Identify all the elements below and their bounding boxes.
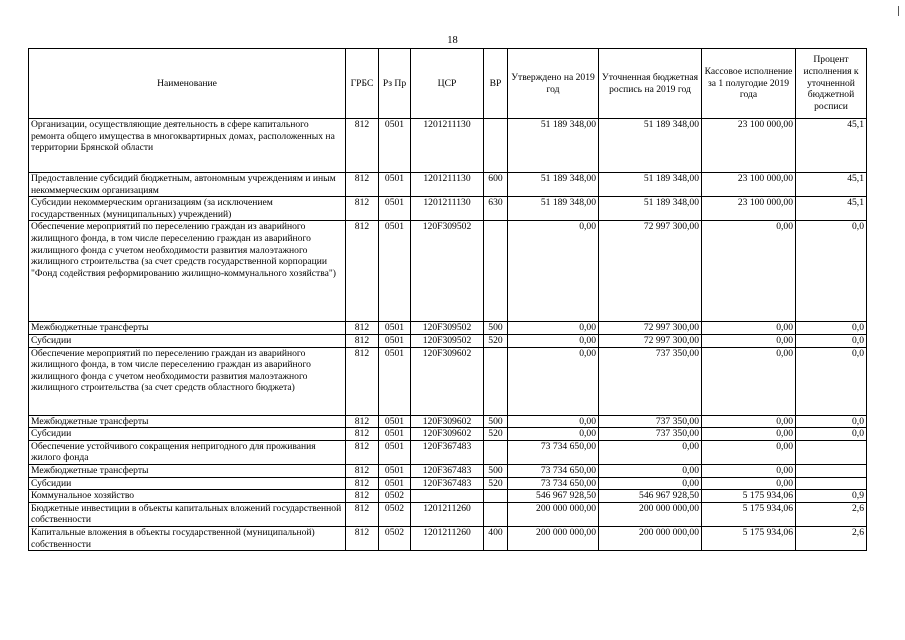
cell-percent: 0,0 (796, 221, 867, 322)
cell-grbs: 812 (346, 526, 379, 550)
table-row (29, 502, 867, 526)
cell-vr (484, 440, 508, 464)
header-percent: Процент исполнения к уточненной бюджетной росписи (796, 49, 867, 119)
cell-approved: 51 189 348,00 (508, 173, 599, 197)
table-row (29, 477, 867, 490)
cell-rzpr: 0501 (379, 477, 411, 490)
cell-refined: 51 189 348,00 (599, 119, 702, 173)
cell-vr: 520 (484, 428, 508, 441)
table-row (29, 119, 867, 173)
cell-vr: 520 (484, 477, 508, 490)
cell-name: Обеспечение мероприятий по переселению граждан из аварийного жилищного фонда, в том числе переселению граждан из аварийного жилищного фонда с учетом необходимости развития малоэтажного жилищного строительства (за счет средств государственной корпорации "Фонд содействия реформированию жилищно-коммунального хозяйства") (29, 221, 346, 322)
table-body (29, 119, 867, 551)
cell-cash: 0,00 (702, 440, 796, 464)
cell-vr: 500 (484, 322, 508, 335)
cell-name: Обеспечение устойчивого сокращения непригодного для проживания жилого фонда (29, 440, 346, 464)
cell-name: Межбюджетные трансферты (29, 464, 346, 477)
cell-name: Предоставление субсидий бюджетным, автономным учреждениям и иным некоммерческим организациям (29, 173, 346, 197)
cell-refined: 72 997 300,00 (599, 322, 702, 335)
cell-cash: 0,00 (702, 347, 796, 415)
table-row (29, 415, 867, 428)
cell-rzpr: 0502 (379, 490, 411, 503)
cell-cash: 23 100 000,00 (702, 197, 796, 221)
cell-percent: 0,0 (796, 428, 867, 441)
cell-refined: 737 350,00 (599, 415, 702, 428)
cell-csr: 120F309602 (411, 415, 484, 428)
budget-execution-table (28, 48, 867, 551)
cell-rzpr: 0501 (379, 322, 411, 335)
cell-percent: 0,0 (796, 415, 867, 428)
header-refined: Уточненная бюджетная роспись на 2019 год (599, 49, 702, 119)
cell-cash: 0,00 (702, 477, 796, 490)
cell-percent: 45,1 (796, 173, 867, 197)
cell-vr (484, 502, 508, 526)
cell-grbs: 812 (346, 197, 379, 221)
cell-csr: 120F367483 (411, 477, 484, 490)
scan-edge-mark (898, 6, 899, 16)
cell-vr: 400 (484, 526, 508, 550)
cell-cash: 0,00 (702, 428, 796, 441)
cell-cash: 0,00 (702, 415, 796, 428)
cell-name: Межбюджетные трансферты (29, 415, 346, 428)
cell-cash: 0,00 (702, 322, 796, 335)
cell-csr: 1201211130 (411, 197, 484, 221)
cell-approved: 200 000 000,00 (508, 502, 599, 526)
table-row (29, 221, 867, 322)
cell-grbs: 812 (346, 477, 379, 490)
cell-csr: 1201211260 (411, 502, 484, 526)
table-row (29, 440, 867, 464)
cell-rzpr: 0502 (379, 502, 411, 526)
cell-rzpr: 0501 (379, 428, 411, 441)
cell-vr: 500 (484, 415, 508, 428)
table-row (29, 322, 867, 335)
cell-csr: 120F309502 (411, 322, 484, 335)
cell-refined: 200 000 000,00 (599, 502, 702, 526)
cell-grbs: 812 (346, 415, 379, 428)
cell-csr: 1201211260 (411, 526, 484, 550)
cell-approved: 0,00 (508, 221, 599, 322)
cell-refined: 0,00 (599, 440, 702, 464)
cell-rzpr: 0501 (379, 221, 411, 322)
header-cash: Кассовое исполнение за 1 полугодие 2019 года (702, 49, 796, 119)
header-approved: Утверждено на 2019 год (508, 49, 599, 119)
cell-csr: 120F367483 (411, 440, 484, 464)
cell-approved: 51 189 348,00 (508, 197, 599, 221)
cell-vr: 520 (484, 334, 508, 347)
cell-grbs: 812 (346, 322, 379, 335)
cell-name: Организации, осуществляющие деятельность в сфере капитального ремонта общего имущества в многоквартирных домах, расположенных на территории Брянской области (29, 119, 346, 173)
cell-refined: 72 997 300,00 (599, 334, 702, 347)
cell-csr: 1201211130 (411, 119, 484, 173)
cell-percent: 0,0 (796, 322, 867, 335)
cell-percent: 0,0 (796, 334, 867, 347)
table-row (29, 526, 867, 550)
cell-approved: 73 734 650,00 (508, 477, 599, 490)
cell-csr: 120F309602 (411, 428, 484, 441)
header-vr: ВР (484, 49, 508, 119)
cell-percent (796, 440, 867, 464)
cell-csr: 120F367483 (411, 464, 484, 477)
cell-percent: 2,6 (796, 526, 867, 550)
cell-name: Субсидии (29, 428, 346, 441)
cell-refined: 737 350,00 (599, 347, 702, 415)
cell-cash: 0,00 (702, 334, 796, 347)
cell-approved: 200 000 000,00 (508, 526, 599, 550)
cell-grbs: 812 (346, 173, 379, 197)
cell-csr: 120F309502 (411, 334, 484, 347)
cell-grbs: 812 (346, 221, 379, 322)
page-number: 18 (447, 35, 458, 46)
cell-name: Межбюджетные трансферты (29, 322, 346, 335)
cell-vr: 600 (484, 173, 508, 197)
cell-percent: 45,1 (796, 197, 867, 221)
cell-approved: 0,00 (508, 334, 599, 347)
cell-rzpr: 0501 (379, 119, 411, 173)
cell-grbs: 812 (346, 440, 379, 464)
table-row (29, 428, 867, 441)
cell-approved: 546 967 928,50 (508, 490, 599, 503)
cell-refined: 200 000 000,00 (599, 526, 702, 550)
cell-csr: 120F309602 (411, 347, 484, 415)
cell-approved: 0,00 (508, 347, 599, 415)
cell-vr (484, 119, 508, 173)
cell-name: Бюджетные инвестиции в объекты капитальных вложений государственной собственности (29, 502, 346, 526)
cell-refined: 51 189 348,00 (599, 197, 702, 221)
cell-cash: 0,00 (702, 464, 796, 477)
cell-grbs: 812 (346, 334, 379, 347)
cell-name: Субсидии некоммерческим организациям (за исключением государственных (муниципальных) учреждений) (29, 197, 346, 221)
cell-grbs: 812 (346, 464, 379, 477)
cell-rzpr: 0501 (379, 415, 411, 428)
table-row (29, 464, 867, 477)
cell-csr: 1201211130 (411, 173, 484, 197)
cell-cash: 5 175 934,06 (702, 490, 796, 503)
cell-rzpr: 0501 (379, 464, 411, 477)
cell-grbs: 812 (346, 428, 379, 441)
cell-cash: 5 175 934,06 (702, 502, 796, 526)
cell-cash: 23 100 000,00 (702, 119, 796, 173)
cell-name: Капитальные вложения в объекты государственной (муниципальной) собственности (29, 526, 346, 550)
cell-percent: 2,6 (796, 502, 867, 526)
table-row (29, 490, 867, 503)
cell-approved: 0,00 (508, 415, 599, 428)
cell-cash: 5 175 934,06 (702, 526, 796, 550)
cell-grbs: 812 (346, 490, 379, 503)
cell-name: Субсидии (29, 334, 346, 347)
cell-rzpr: 0501 (379, 197, 411, 221)
cell-name: Коммунальное хозяйство (29, 490, 346, 503)
cell-refined: 546 967 928,50 (599, 490, 702, 503)
cell-rzpr: 0501 (379, 334, 411, 347)
cell-vr (484, 221, 508, 322)
cell-cash: 0,00 (702, 221, 796, 322)
cell-grbs: 812 (346, 502, 379, 526)
cell-approved: 0,00 (508, 322, 599, 335)
cell-refined: 737 350,00 (599, 428, 702, 441)
cell-rzpr: 0501 (379, 173, 411, 197)
cell-percent (796, 477, 867, 490)
table-row (29, 347, 867, 415)
cell-approved: 51 189 348,00 (508, 119, 599, 173)
header-rzpr: Рз Пр (379, 49, 411, 119)
cell-approved: 0,00 (508, 428, 599, 441)
header-csr: ЦСР (411, 49, 484, 119)
cell-vr: 630 (484, 197, 508, 221)
cell-refined: 72 997 300,00 (599, 221, 702, 322)
cell-refined: 0,00 (599, 464, 702, 477)
cell-grbs: 812 (346, 119, 379, 173)
cell-approved: 73 734 650,00 (508, 464, 599, 477)
cell-vr (484, 490, 508, 503)
cell-approved: 73 734 650,00 (508, 440, 599, 464)
table-header-row (29, 49, 867, 119)
cell-vr: 500 (484, 464, 508, 477)
cell-percent: 45,1 (796, 119, 867, 173)
cell-percent (796, 464, 867, 477)
cell-csr: 120F309502 (411, 221, 484, 322)
cell-name: Обеспечение мероприятий по переселению граждан из аварийного жилищного фонда, в том числе переселению граждан из аварийного жилищного фонда с учетом необходимости развития малоэтажного жилищного строительства (за счет средств областного бюджета) (29, 347, 346, 415)
header-name: Наименование (29, 49, 346, 119)
cell-rzpr: 0502 (379, 526, 411, 550)
cell-cash: 23 100 000,00 (702, 173, 796, 197)
cell-vr (484, 347, 508, 415)
header-grbs: ГРБС (346, 49, 379, 119)
cell-grbs: 812 (346, 347, 379, 415)
cell-rzpr: 0501 (379, 347, 411, 415)
table-row (29, 173, 867, 197)
cell-refined: 51 189 348,00 (599, 173, 702, 197)
cell-csr (411, 490, 484, 503)
table-row (29, 334, 867, 347)
cell-refined: 0,00 (599, 477, 702, 490)
cell-percent: 0,9 (796, 490, 867, 503)
cell-name: Субсидии (29, 477, 346, 490)
cell-rzpr: 0501 (379, 440, 411, 464)
cell-percent: 0,0 (796, 347, 867, 415)
table-row (29, 197, 867, 221)
